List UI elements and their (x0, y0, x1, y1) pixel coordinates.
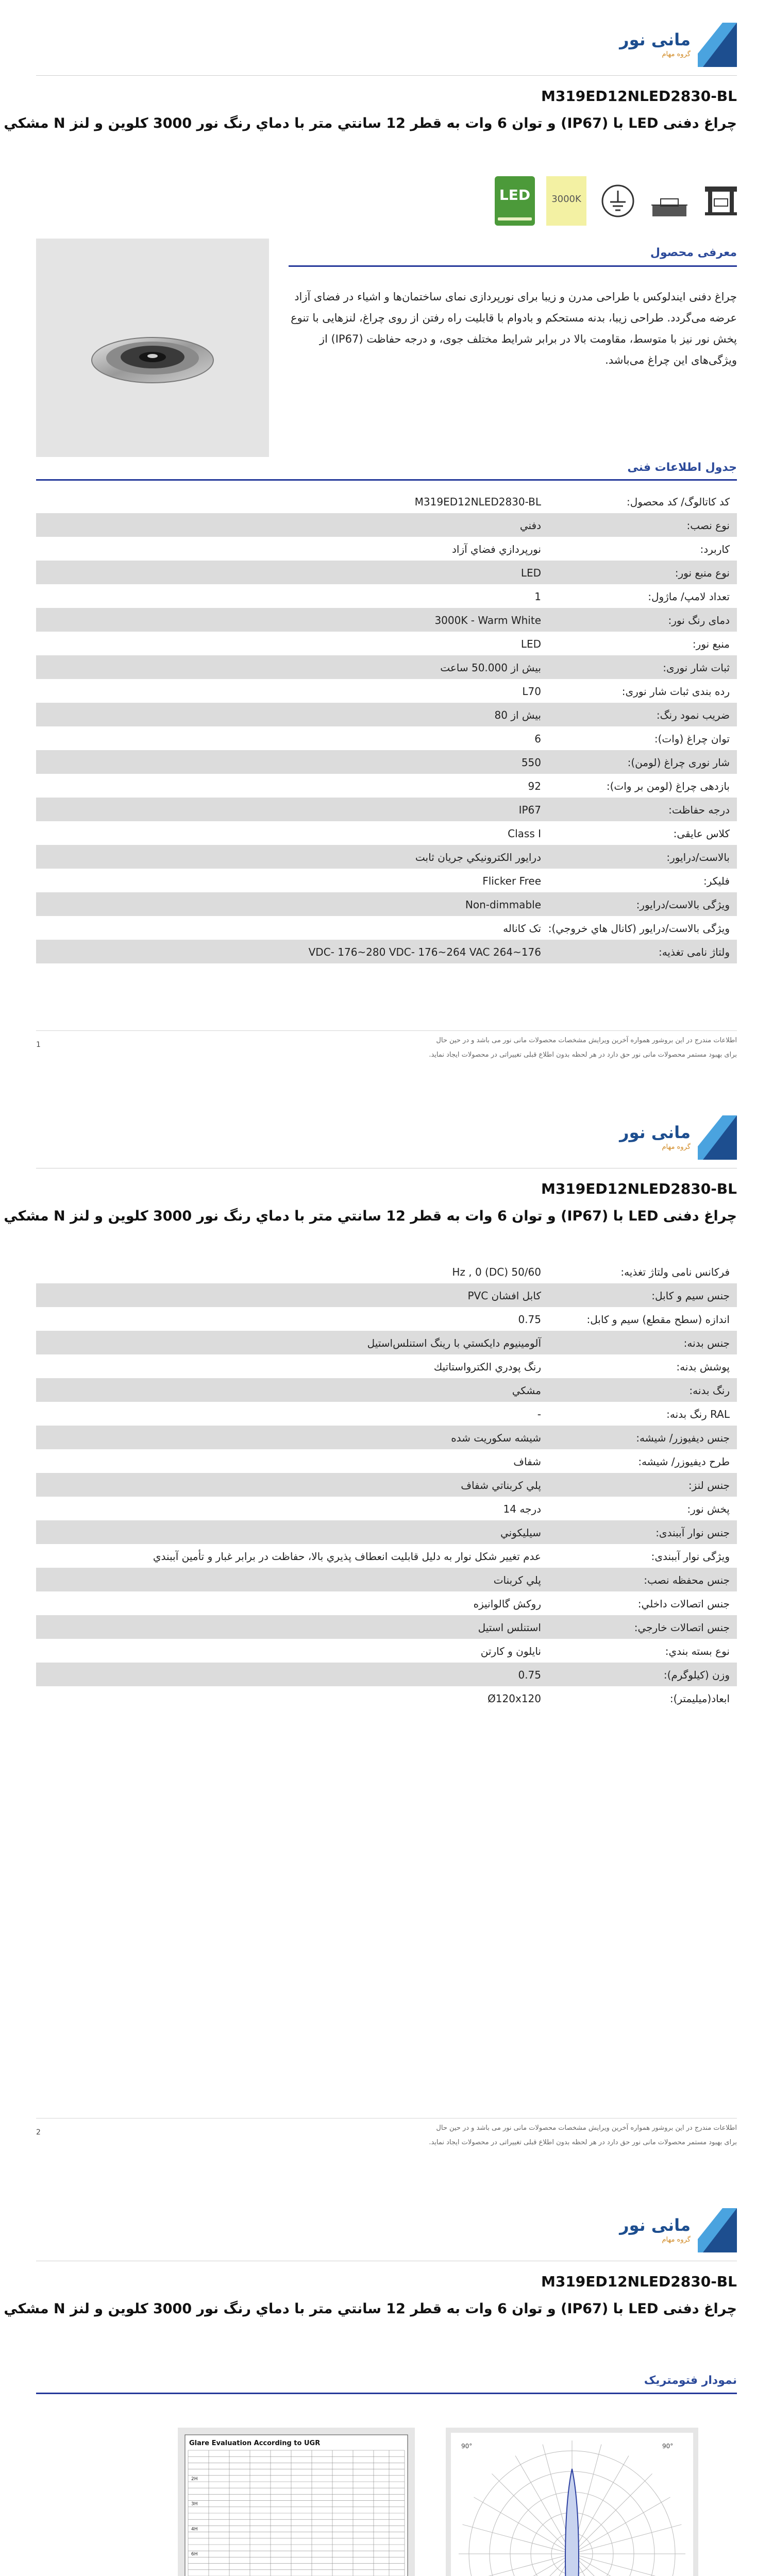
spec-value: 0.75 (518, 1669, 541, 1681)
spec-value: نورپردازي فضاي آزاد (452, 543, 541, 555)
footer-line-1: اطلاعات مندرج در این بروشور همواره آخرین ویرایش مشخصات محصولات مانی نور می باشد و در حین حال (436, 1037, 737, 1044)
footer-line-1: اطلاعات مندرج در این بروشور همواره آخرین ویرایش مشخصات محصولات مانی نور می باشد و در حین حال (436, 2124, 737, 2132)
spec-value: 92 (528, 780, 541, 792)
brand-logo (582, 2208, 737, 2252)
page-3 (0, 2185, 773, 2576)
spec-label: فلیکر: (703, 875, 730, 887)
intro-section-line (289, 265, 737, 267)
spec-value: رنگ پودري الكترواستاتيك (433, 1361, 541, 1373)
spec-value: بیش از 50.000 ساعت (440, 662, 541, 674)
intro-section-title: معرفی محصول (650, 246, 737, 259)
color-temperature-label: 3000K (551, 194, 581, 205)
spec-label: دمای رنگ نور: (668, 614, 730, 626)
spec-row (36, 1378, 737, 1402)
spec-value: درجه 14 (503, 1503, 541, 1515)
spec-row (36, 1663, 737, 1686)
photometry-section-line (36, 2393, 737, 2394)
spec-row (36, 1591, 737, 1615)
product-photo (36, 239, 269, 457)
color-temperature-icon (546, 176, 586, 226)
ugr-row-label: 4H (191, 2527, 198, 2532)
product-model: M319ED12NLED2830-BL (541, 1180, 737, 1197)
ugr-row-label: 6H (191, 2552, 198, 2557)
spec-label: منبع نور: (692, 638, 730, 650)
spec-label: ولتاژ نامی تغذیه: (658, 946, 730, 958)
ugr-table-image (178, 2428, 415, 2576)
brand-name: مانی نور (619, 2215, 691, 2235)
spec-value: LED (520, 638, 541, 650)
spec-value: Ø120x120 (488, 1692, 541, 1705)
spec-row (36, 1639, 737, 1663)
spec-label: پوشش بدنه: (676, 1361, 730, 1373)
spec-value: مشكي (512, 1384, 541, 1397)
spec-label: ویژگی بالاست/درایور: (636, 899, 730, 911)
spec-value: بیش از 80 (494, 709, 541, 721)
polar-diagram (446, 2428, 698, 2576)
spec-label: شار نوری چراغ (لومن): (627, 756, 730, 769)
spec-value: درايور الكترونيكي جريان ثابت (415, 851, 541, 863)
spec-label: ابعاد(ميليمتر): (669, 1692, 730, 1705)
spec-value: آلومينيوم دايكستي با رينگ استنلس‌استيل (367, 1337, 541, 1349)
spec-row (36, 584, 737, 608)
spec-value: شيشه سكوريت شده (451, 1432, 541, 1444)
footer-line-2: برای بهبود مستمر محصولات مانی نور حق دارد در هر لحظه بدون اطلاع قبلی تغییراتی در محصولات ایجاد نماید. (429, 1051, 737, 1059)
spec-value: 550 (521, 756, 541, 769)
spec-label: RAL رنگ بدنه: (666, 1408, 730, 1420)
spec-row (36, 703, 737, 726)
brand-sub: گروه مهام (662, 2236, 691, 2244)
spec-value: 3000K - Warm White (434, 614, 541, 626)
brand-logo (582, 1115, 737, 1160)
ip67-ground-icon (649, 176, 690, 226)
product-model: M319ED12NLED2830-BL (541, 88, 737, 105)
spec-label: درجه حفاظت: (668, 804, 730, 816)
brand-logo (582, 23, 737, 67)
photometry-section-title: نمودار فتومتریک (644, 2374, 737, 2387)
spec-value: 176~264 VDC- 176~280 VDC- 176~264 VAC (308, 946, 541, 958)
spec-value: نايلون و كارتن (480, 1645, 541, 1657)
led-badge-label: LED (499, 187, 531, 204)
spec-label: رده بندی ثبات شار نوری: (621, 685, 730, 698)
led-badge-icon (495, 176, 535, 226)
spec-row (36, 869, 737, 892)
brand-name: مانی نور (619, 1123, 691, 1142)
spec-label: رنگ بدنه: (689, 1384, 730, 1397)
spec-value: پلي كربناتي شفاف (461, 1479, 541, 1492)
brand-sub: گروه مهام (662, 1143, 691, 1151)
spec-label: نوع بسته بندي: (665, 1645, 730, 1657)
specs-section-line (36, 479, 737, 481)
ugr-title: Glare Evaluation According to UGR (189, 2439, 321, 2447)
spec-label: طرح دیفیوزر/ شیشه: (638, 1455, 730, 1468)
spec-value: سيليكوني (500, 1527, 541, 1539)
spec-label: نوع منبع نور: (675, 567, 730, 579)
spec-row (36, 1426, 737, 1449)
spec-label: جنس اتصالات خارجي: (634, 1621, 730, 1634)
spec-value: Non-dimmable (465, 899, 541, 911)
header-divider (36, 75, 737, 76)
spec-row (36, 1473, 737, 1497)
spec-value: M319ED12NLED2830-BL (414, 496, 541, 508)
spec-label: ویژگی نوار آببندی: (651, 1550, 730, 1563)
spec-label: جنس اتصالات داخلي: (637, 1598, 730, 1610)
spec-row (36, 561, 737, 584)
spec-row (36, 798, 737, 821)
spec-table-2 (36, 1260, 737, 1710)
product-title: چراغ دفنی LED با (IP67) و توان 6 وات به قطر 12 سانتي متر با دماي رنگ نور 3000 كلوين و لنز N مشكي (4, 2301, 737, 2317)
spec-row (36, 774, 737, 798)
footer-divider (36, 2118, 737, 2119)
polar-label-0: 90° (461, 2443, 473, 2450)
spec-row (36, 1331, 737, 1354)
spec-row (36, 679, 737, 703)
spec-label: کلاس عایقی: (673, 827, 730, 840)
spec-row (36, 537, 737, 561)
ugr-row-label: 2H (191, 2476, 198, 2482)
spec-row (36, 1402, 737, 1426)
spec-label: فرکانس نامی ولتاژ تغذیه: (620, 1266, 730, 1278)
footer-line-2: برای بهبود مستمر محصولات مانی نور حق دارد در هر لحظه بدون اطلاع قبلی تغییراتی در محصولات ایجاد نماید. (429, 2139, 737, 2146)
spec-row (36, 821, 737, 845)
spec-label: جنس سیم و کابل: (651, 1290, 730, 1302)
spec-value: تک کاناله (503, 922, 541, 935)
spec-value: 1 (534, 590, 541, 603)
spec-value: LED (520, 567, 541, 579)
spec-row (36, 513, 737, 537)
spec-row (36, 1520, 737, 1544)
spec-value: 6 (534, 733, 541, 745)
spec-label: جنس نوار آببندی: (656, 1527, 730, 1539)
spec-value: روكش گالوانيزه (473, 1598, 541, 1610)
page-number: 1 (36, 1041, 41, 1049)
spec-row (36, 845, 737, 869)
spec-row (36, 726, 737, 750)
spec-value: 50/60 Hz , 0 (DC) (452, 1266, 541, 1278)
spec-row (36, 916, 737, 940)
spec-label: بازدهی چراغ (لومن بر وات): (606, 780, 730, 792)
spec-label: جنس لنز: (688, 1479, 730, 1492)
brand-sub: گروه مهام (662, 50, 691, 58)
recessed-mount-icon (701, 176, 741, 226)
spec-value: دفني (519, 519, 541, 532)
spec-row (36, 1568, 737, 1591)
intro-text: چراغ دفنی ایندلوکس با طراحی مدرن و زیبا برای نورپردازی نمای ساختمان‌ها و اشیاء در فضای آزاد عرضه می‌گردد. طراحی زیبا، بدنه مستحکم و بادوام با قابلیت راه رفتن از روی چراغ، لنزهایی با تنوع پخش نور نیز با متوسط، مقاومت بالا در برابر شرایط مختلف جوی، و درجه حفاظت (IP67) از ویژگی‌های این چراغ می‌باشد. (291, 291, 737, 366)
page-1 (0, 0, 773, 1093)
spec-value: پلي كربنات (493, 1574, 541, 1586)
spec-label: کد کاتالوگ/ کد محصول: (626, 496, 730, 508)
spec-value: Flicker Free (482, 875, 541, 887)
spec-value: - (537, 1408, 541, 1420)
spec-table-1 (36, 489, 737, 963)
spec-label: توان چراغ (وات): (654, 733, 730, 745)
spec-label: جنس دیفیوزر/ شیشه: (636, 1432, 730, 1444)
spec-row (36, 1544, 737, 1568)
spec-value: کابل افشان PVC (467, 1290, 541, 1302)
brand-mark-icon (698, 1115, 737, 1160)
spec-label: جنس بدنه: (683, 1337, 730, 1349)
spec-row (36, 608, 737, 632)
spec-row (36, 750, 737, 774)
spec-value: شفاف (513, 1455, 541, 1468)
spec-value: Class I (508, 827, 541, 840)
spec-label: جنس محفظه نصب: (644, 1574, 730, 1586)
product-title: چراغ دفنی LED با (IP67) و توان 6 وات به قطر 12 سانتي متر با دماي رنگ نور 3000 كلوين و لنز N مشكي (4, 1208, 737, 1224)
brand-name: مانی نور (619, 30, 691, 49)
ugr-row-label: 3H (191, 2501, 198, 2507)
spec-label: ثبات شار نوری: (663, 662, 730, 674)
spec-label: پخش نور: (687, 1503, 730, 1515)
product-title: چراغ دفنی LED با (IP67) و توان 6 وات به قطر 12 سانتي متر با دماي رنگ نور 3000 كلوين و لنز N مشكي (4, 115, 737, 131)
spec-value: IP67 (518, 804, 541, 816)
spec-value: 0.75 (518, 1313, 541, 1326)
spec-label: ویژگی بالاست/درایور (کانال هاي خروجي): (548, 922, 730, 935)
spec-row (36, 892, 737, 916)
spec-row (36, 1497, 737, 1520)
spec-value: L70 (522, 685, 541, 698)
spec-row (36, 655, 737, 679)
spec-row (36, 1686, 737, 1710)
ground-class-icon (598, 176, 638, 226)
spec-row (36, 489, 737, 513)
spec-label: تعداد لامپ/ ماژول: (648, 590, 730, 603)
spec-label: وزن (كيلوگرم): (663, 1669, 730, 1681)
spec-row (36, 1449, 737, 1473)
footer-divider (36, 1030, 737, 1031)
spec-label: بالاست/درایور: (666, 851, 730, 863)
spec-row (36, 632, 737, 655)
spec-row (36, 1354, 737, 1378)
spec-label: ضریب نمود رنگ: (656, 709, 730, 721)
spec-label: اندازه (سطح مقطع) سیم و کابل: (586, 1313, 730, 1326)
spec-label: کاربرد: (700, 543, 730, 555)
spec-value: عدم تغيير شكل نوار به دليل قابليت انعطاف پذيري بالا، حفاظت در برابر غبار و تأمين آببندي (153, 1550, 541, 1563)
spec-row (36, 1307, 737, 1331)
page-2 (0, 1093, 773, 2185)
spec-row (36, 1615, 737, 1639)
spec-label: نوع نصب: (686, 519, 730, 532)
spec-row (36, 1260, 737, 1283)
page-number: 2 (36, 2128, 41, 2137)
brand-mark-icon (698, 23, 737, 67)
spec-row (36, 1283, 737, 1307)
spec-value: استنلس استيل (478, 1621, 541, 1634)
spec-row (36, 940, 737, 963)
brand-mark-icon (698, 2208, 737, 2252)
product-model: M319ED12NLED2830-BL (541, 2273, 737, 2290)
polar-label-1: 90° (662, 2443, 674, 2450)
specs-section-title: جدول اطلاعات فنی (627, 461, 737, 474)
